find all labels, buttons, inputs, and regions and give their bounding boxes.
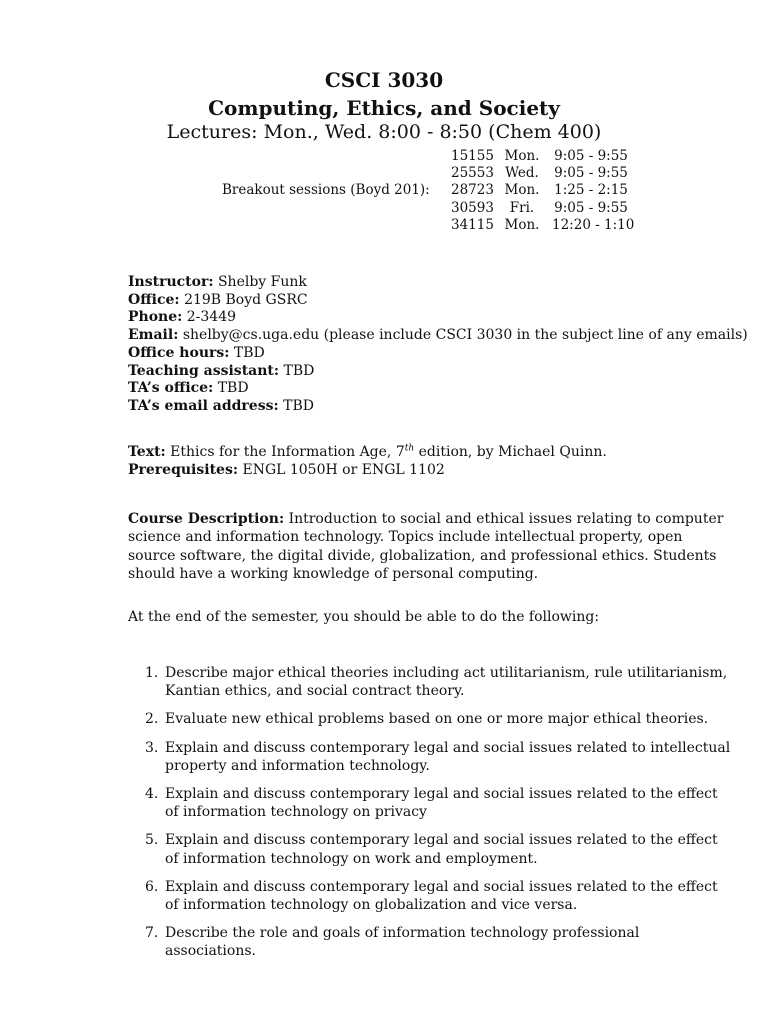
info-label: TA’s email address: [128,397,279,414]
breakout-time: 12:20 - 1:10 [552,217,635,233]
info-label: Phone: [128,309,183,326]
lecture-schedule: Lectures: Mon., Wed. 8:00 - 8:50 (Chem 400) [166,121,602,143]
info-label: Email: [128,327,179,344]
info-label: Instructor: [128,274,214,290]
breakout-day: Fri. [509,200,535,216]
info-value: 2-3449 [186,309,237,326]
edition-superscript: th [404,443,415,454]
info-value: TBD [283,397,314,414]
ta-line [128,363,748,381]
objectives-list [145,664,732,971]
office-hours-line [128,345,748,363]
breakout-crn: 25553 [451,165,494,181]
item-text: Explain and discuss contemporary legal and social issues related to intellectual property and information technology. [165,739,731,774]
list-item [145,831,732,867]
info-value: TBD [283,362,315,379]
info-value: TBD [233,344,265,361]
info-label: Teaching assistant: [128,362,280,379]
instructor-line [128,274,748,292]
breakout-day: Wed. [505,165,539,181]
text-label: Text: [128,444,166,460]
info-label: TA’s office: [128,380,214,397]
breakout-time: 9:05 - 9:55 [554,165,628,181]
ta-email-line [128,398,748,416]
item-number: 7. [145,925,159,942]
item-number: 6. [145,878,159,895]
item-text: Evaluate new ethical problems based on one or more major ethical theories. [165,711,709,728]
textbook-info [128,444,607,479]
list-item [145,924,732,960]
item-number: 2. [145,711,159,728]
breakout-crn: 30593 [451,200,494,216]
breakout-day: Mon. [504,148,540,164]
breakout-day: Mon. [504,182,540,198]
info-value: Shelby Funk [217,274,307,290]
breakout-day: Mon. [504,217,540,233]
course-title: Computing, Ethics, and Society [208,96,560,120]
textbook-rest: edition, by Michael Quinn. [414,444,607,460]
item-text: Describe major ethical theories including act utilitarianism, rule utilitarianism, Kantian ethics, and social contract theory. [165,665,728,700]
item-text: Explain and discuss contemporary legal and social issues related to the effect of information technology on work and employment. [165,832,718,867]
office-line [128,292,748,310]
item-number: 5. [145,832,159,849]
breakout-crn: 15155 [451,148,494,164]
list-item [145,878,732,914]
breakout-time: 9:05 - 9:55 [554,200,628,216]
list-item [145,710,732,728]
prerequisites-line [128,462,607,480]
prereq-label: Prerequisites: [128,461,239,478]
info-label: Office hours: [128,344,230,361]
item-text: Explain and discuss contemporary legal and social issues related to the effect of information technology on globalization and vice versa. [165,878,718,914]
contact-info [128,274,748,416]
item-text: Explain and discuss contemporary legal and social issues related to the effect of information technology on privacy [165,786,718,821]
breakout-crn: 28723 [451,182,494,198]
info-value: TBD [217,380,249,397]
item-number: 3. [145,739,159,756]
item-number: 4. [145,786,159,803]
list-item [145,739,732,775]
description-label: Course Description: [128,511,285,527]
item-text: Describe the role and goals of information technology professional associations. [165,925,640,960]
ta-office-line [128,380,748,398]
list-item [145,664,732,700]
course-description [128,510,732,583]
course-code: CSCI 3030 [324,68,444,92]
info-value: 219B Boyd GSRC [184,291,308,308]
email-line [128,327,748,345]
item-number: 1. [145,665,159,681]
breakout-time: 1:25 - 2:15 [554,182,628,198]
textbook-line [128,444,607,462]
textbook-title: Ethics for the Information Age, 7 [170,444,405,460]
breakout-crn: 34115 [451,217,494,233]
list-item [145,785,732,821]
breakout-time: 9:05 - 9:55 [554,148,628,164]
objectives-intro: At the end of the semester, you should be able to do the following: [128,609,600,625]
breakout-label: Breakout sessions (Boyd 201): [222,182,430,198]
phone-line [128,309,748,327]
description-text: Introduction to social and ethical issues relating to computer science and information technology. Topics include intellectual property, open source software, the digital divide, globalization, and professional ethics. Students should have a working knowledge of personal computing. [128,511,724,582]
prereq-value: ENGL 1050H or ENGL 1102 [242,461,445,478]
info-label: Office: [128,291,180,308]
info-value: shelby@cs.uga.edu (please include CSCI 3030 in the subject line of any emails) [182,327,748,344]
